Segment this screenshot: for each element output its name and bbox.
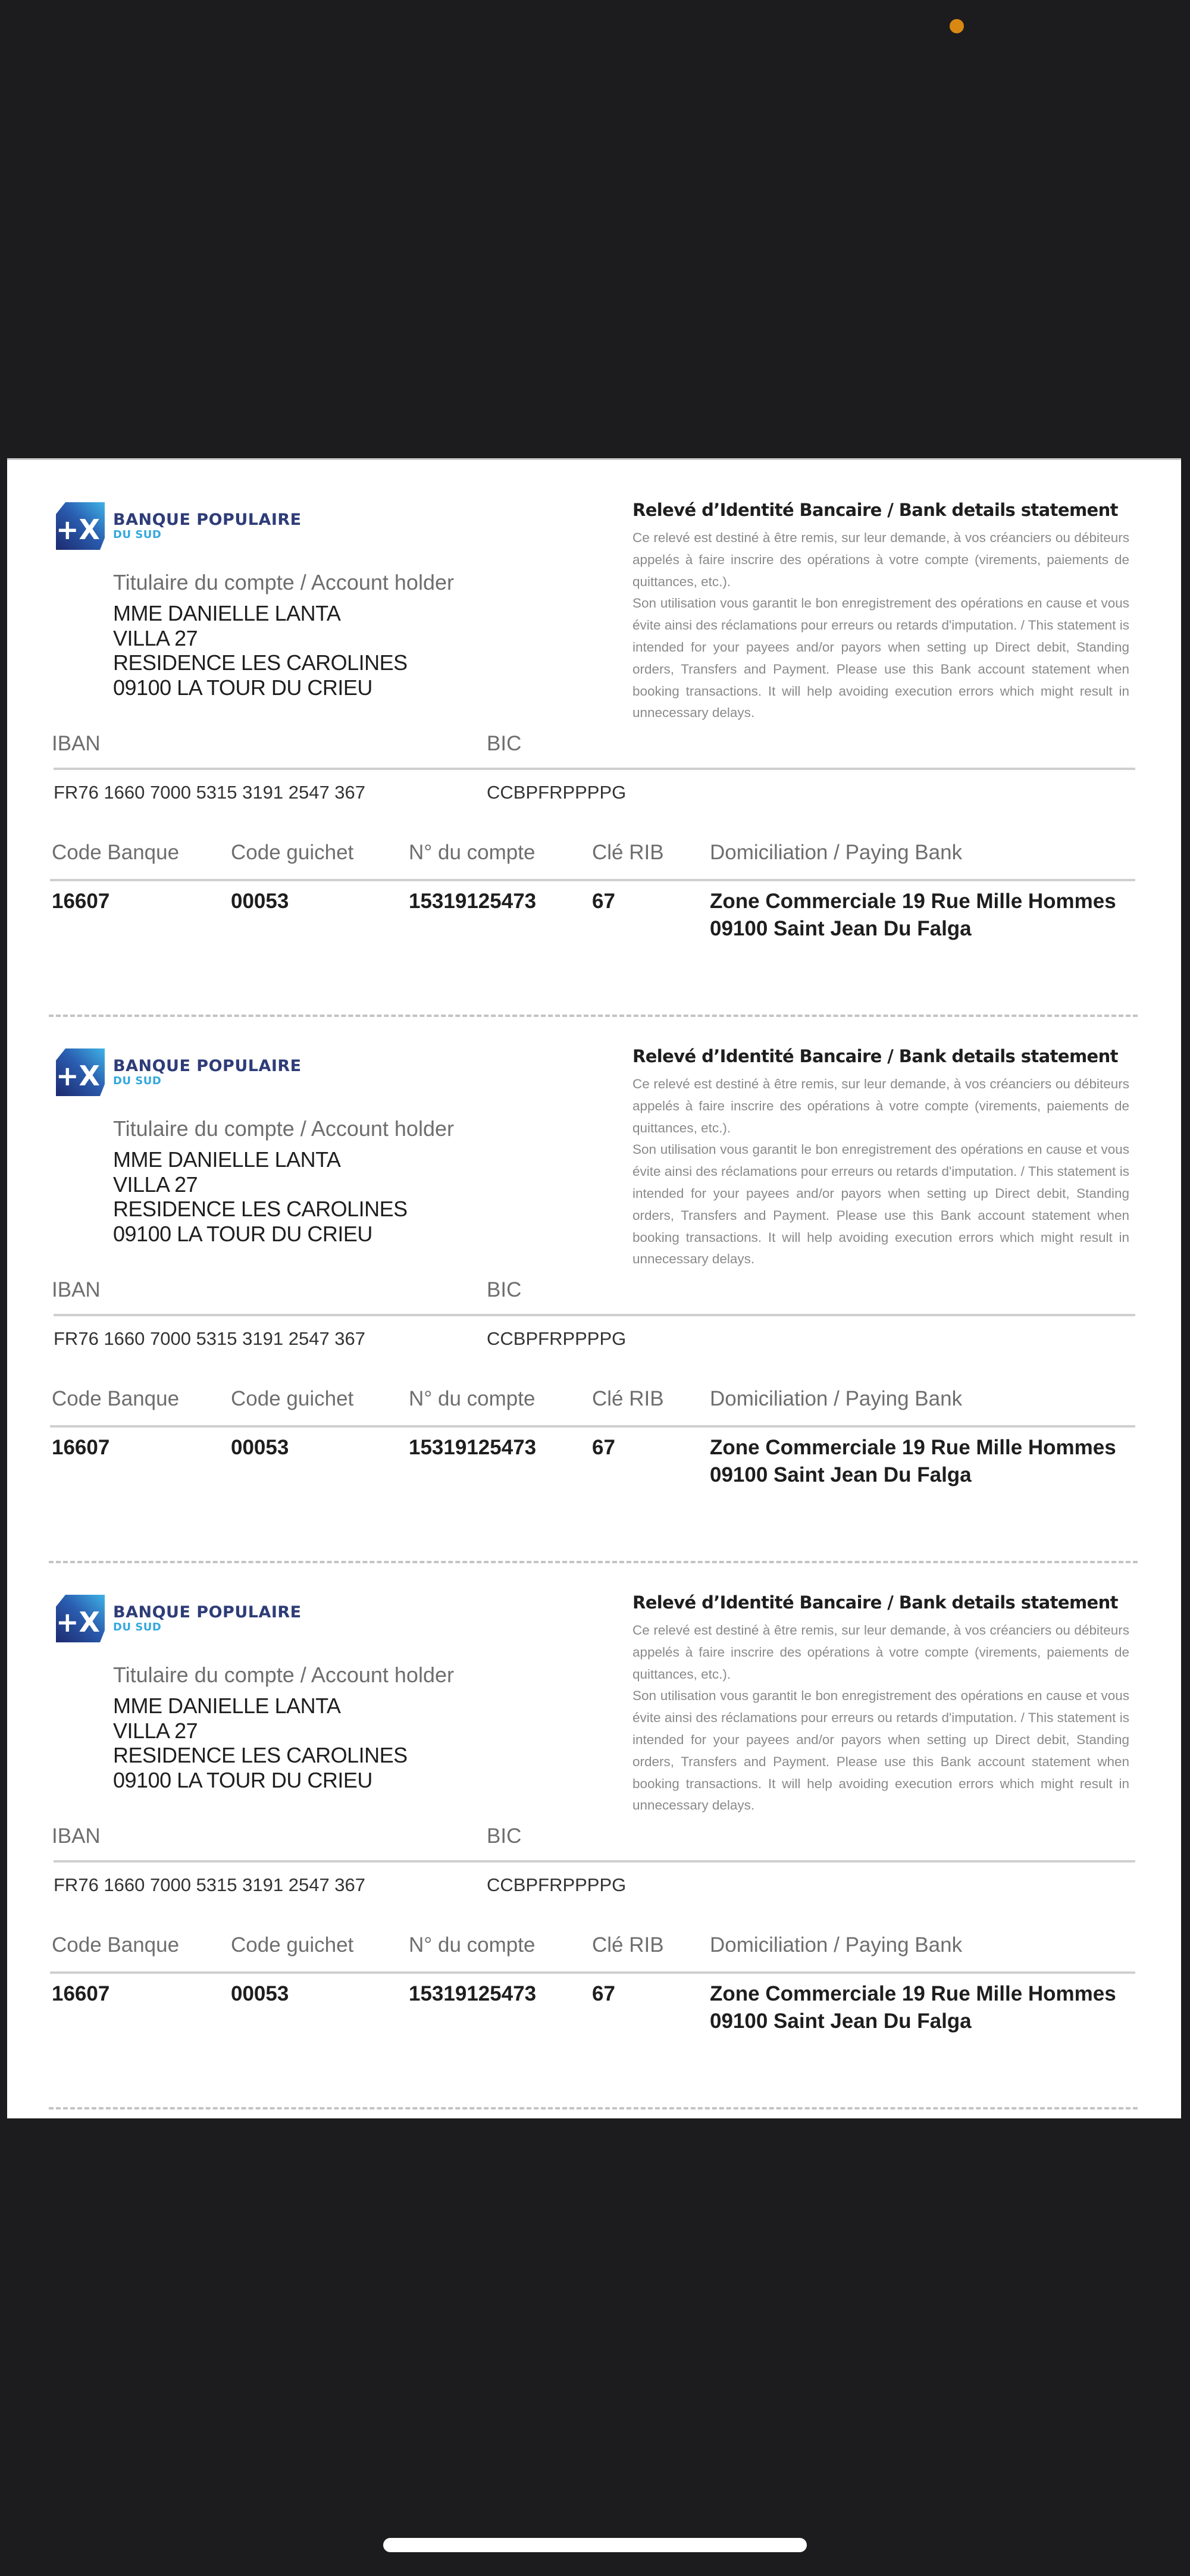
statement-paragraph: Ce relevé est destiné à être remis, sur leur demande, à vos créanciers ou débiteurs appelés à faire inscrire des opérations à votre compte (virements, paiements de quittances, etc.).	[632, 530, 1129, 589]
header-cle-rib: Clé RIB	[592, 1387, 664, 1410]
statement-paragraph: Son utilisation vous garantit le bon enregistrement des opérations en cause et vous évite ainsi des réclamations pour erreurs ou retards d'imputation. / This statement is intended for your payees and/or payors when setting up Direct debit, Standing orders, Transfers and Payment. Please use this Bank account statement when booking transactions. It will help avoiding execution errors which might result in unnecessary delays.	[632, 596, 1129, 721]
account-holder-address	[113, 1694, 408, 1792]
divider	[54, 1860, 1135, 1863]
bank-name: BANQUE POPULAIRE	[113, 1603, 302, 1622]
code-guichet-value: 00053	[231, 1436, 289, 1459]
banque-populaire-logo-icon	[56, 502, 105, 550]
iban-value: FR76 1660 7000 5315 3191 2547 367	[54, 1874, 366, 1895]
code-guichet-value: 00053	[231, 890, 289, 913]
iban-label: IBAN	[52, 1278, 101, 1301]
holder-name: MME DANIELLE LANTA	[113, 1147, 341, 1172]
divider	[54, 1314, 1135, 1316]
header-code-banque: Code Banque	[52, 841, 180, 864]
bank-logo	[56, 499, 306, 552]
code-banque-value: 16607	[52, 1982, 110, 2005]
code-banque-value: 16607	[52, 890, 110, 913]
rib-copy	[7, 458, 1181, 1004]
header-domiciliation: Domiciliation / Paying Bank	[710, 1933, 963, 1957]
statement-description	[632, 527, 1129, 724]
bank-logo	[56, 1045, 306, 1098]
cle-rib-value: 67	[592, 890, 615, 913]
account-holder-label: Titulaire du compte / Account holder	[113, 570, 454, 594]
holder-address-line: 09100 LA TOUR DU CRIEU	[113, 1767, 372, 1792]
iban-label: IBAN	[52, 732, 101, 755]
statement-paragraph: Ce relevé est destiné à être remis, sur leur demande, à vos créanciers ou débiteurs appelés à faire inscrire des opérations à votre compte (virements, paiements de quittances, etc.).	[632, 1076, 1129, 1135]
statement-title: Relevé d’Identité Bancaire / Bank details statement	[632, 1046, 1118, 1066]
account-number-value: 15319125473	[409, 890, 537, 913]
bic-value: CCBPFRPPPPG	[487, 1328, 627, 1349]
domiciliation-line-1: Zone Commerciale 19 Rue Mille Hommes	[710, 890, 1116, 913]
holder-address-line: VILLA 27	[113, 1172, 198, 1197]
code-banque-value: 16607	[52, 1436, 110, 1459]
statement-title: Relevé d’Identité Bancaire / Bank details statement	[632, 1592, 1118, 1613]
header-account-number: N° du compte	[409, 841, 536, 864]
header-code-guichet: Code guichet	[231, 1387, 354, 1410]
statement-paragraph: Son utilisation vous garantit le bon enregistrement des opérations en cause et vous évite ainsi des réclamations pour erreurs ou retards d'imputation. / This statement is intended for your payees and/or payors when setting up Direct debit, Standing orders, Transfers and Payment. Please use this Bank account statement when booking transactions. It will help avoiding execution errors which might result in unnecessary delays.	[632, 1688, 1129, 1813]
holder-address-line: RESIDENCE LES CAROLINES	[113, 1197, 408, 1221]
account-holder-label: Titulaire du compte / Account holder	[113, 1116, 454, 1141]
bic-label: BIC	[487, 1278, 522, 1301]
bic-label: BIC	[487, 1824, 522, 1848]
divider	[50, 1971, 1135, 1974]
holder-address-line: RESIDENCE LES CAROLINES	[113, 1743, 408, 1767]
statement-paragraph: Ce relevé est destiné à être remis, sur leur demande, à vos créanciers ou débiteurs appelés à faire inscrire des opérations à votre compte (virements, paiements de quittances, etc.).	[632, 1623, 1129, 1682]
domiciliation-line-2: 09100 Saint Jean Du Falga	[710, 2010, 972, 2033]
code-guichet-value: 00053	[231, 1982, 289, 2005]
cle-rib-value: 67	[592, 1436, 615, 1459]
header-code-banque: Code Banque	[52, 1933, 180, 1957]
holder-address-line: VILLA 27	[113, 1718, 198, 1743]
domiciliation-line-1: Zone Commerciale 19 Rue Mille Hommes	[710, 1982, 1116, 2005]
header-account-number: N° du compte	[409, 1387, 536, 1410]
account-number-value: 15319125473	[409, 1436, 537, 1459]
divider	[54, 768, 1135, 770]
statement-title: Relevé d’Identité Bancaire / Bank details statement	[632, 500, 1118, 520]
statement-description	[632, 1620, 1129, 1817]
bank-name: BANQUE POPULAIRE	[113, 511, 302, 529]
svg-text:+X: +X	[56, 514, 101, 546]
home-indicator[interactable]	[383, 2538, 807, 2552]
domiciliation-line-2: 09100 Saint Jean Du Falga	[710, 917, 972, 940]
divider	[50, 1425, 1135, 1428]
rib-copy	[7, 1551, 1181, 2097]
header-code-guichet: Code guichet	[231, 841, 354, 864]
header-cle-rib: Clé RIB	[592, 1933, 664, 1957]
header-code-banque: Code Banque	[52, 1387, 180, 1410]
holder-address-line: VILLA 27	[113, 625, 198, 650]
bic-value: CCBPFRPPPPG	[487, 782, 627, 803]
iban-value: FR76 1660 7000 5315 3191 2547 367	[54, 782, 366, 803]
header-domiciliation: Domiciliation / Paying Bank	[710, 1387, 963, 1410]
account-holder-address	[113, 601, 408, 700]
rib-document	[7, 458, 1181, 2118]
bank-logo	[56, 1591, 306, 1645]
header-cle-rib: Clé RIB	[592, 841, 664, 864]
header-code-guichet: Code guichet	[231, 1933, 354, 1957]
account-holder-address	[113, 1147, 408, 1246]
header-domiciliation: Domiciliation / Paying Bank	[710, 841, 963, 864]
holder-name: MME DANIELLE LANTA	[113, 601, 341, 625]
rib-copy	[7, 1004, 1181, 1551]
statement-paragraph: Son utilisation vous garantit le bon enregistrement des opérations en cause et vous évite ainsi des réclamations pour erreurs ou retards d'imputation. / This statement is intended for your payees and/or payors when setting up Direct debit, Standing orders, Transfers and Payment. Please use this Bank account statement when booking transactions. It will help avoiding execution errors which might result in unnecessary delays.	[632, 1142, 1129, 1267]
account-holder-label: Titulaire du compte / Account holder	[113, 1663, 454, 1687]
holder-address-line: 09100 LA TOUR DU CRIEU	[113, 1221, 372, 1246]
bank-name: BANQUE POPULAIRE	[113, 1057, 302, 1075]
bic-label: BIC	[487, 732, 522, 755]
svg-text:+X: +X	[56, 1606, 101, 1638]
bank-region: DU SUD	[113, 528, 162, 541]
cle-rib-value: 67	[592, 1982, 615, 2005]
iban-label: IBAN	[52, 1824, 101, 1848]
iban-value: FR76 1660 7000 5315 3191 2547 367	[54, 1328, 366, 1349]
bank-region: DU SUD	[113, 1075, 162, 1087]
recording-indicator-dot	[950, 19, 964, 33]
header-account-number: N° du compte	[409, 1933, 536, 1957]
domiciliation-line-1: Zone Commerciale 19 Rue Mille Hommes	[710, 1436, 1116, 1459]
banque-populaire-logo-icon	[56, 1048, 105, 1096]
banque-populaire-logo-icon	[56, 1595, 105, 1642]
bic-value: CCBPFRPPPPG	[487, 1874, 627, 1895]
statement-description	[632, 1073, 1129, 1270]
domiciliation-line-2: 09100 Saint Jean Du Falga	[710, 1463, 972, 1486]
svg-text:+X: +X	[56, 1060, 101, 1092]
holder-address-line: RESIDENCE LES CAROLINES	[113, 650, 408, 675]
holder-name: MME DANIELLE LANTA	[113, 1694, 341, 1718]
holder-address-line: 09100 LA TOUR DU CRIEU	[113, 675, 372, 700]
cut-line-dashed	[49, 2107, 1138, 2109]
bank-region: DU SUD	[113, 1621, 162, 1633]
account-number-value: 15319125473	[409, 1982, 537, 2005]
divider	[50, 879, 1135, 881]
